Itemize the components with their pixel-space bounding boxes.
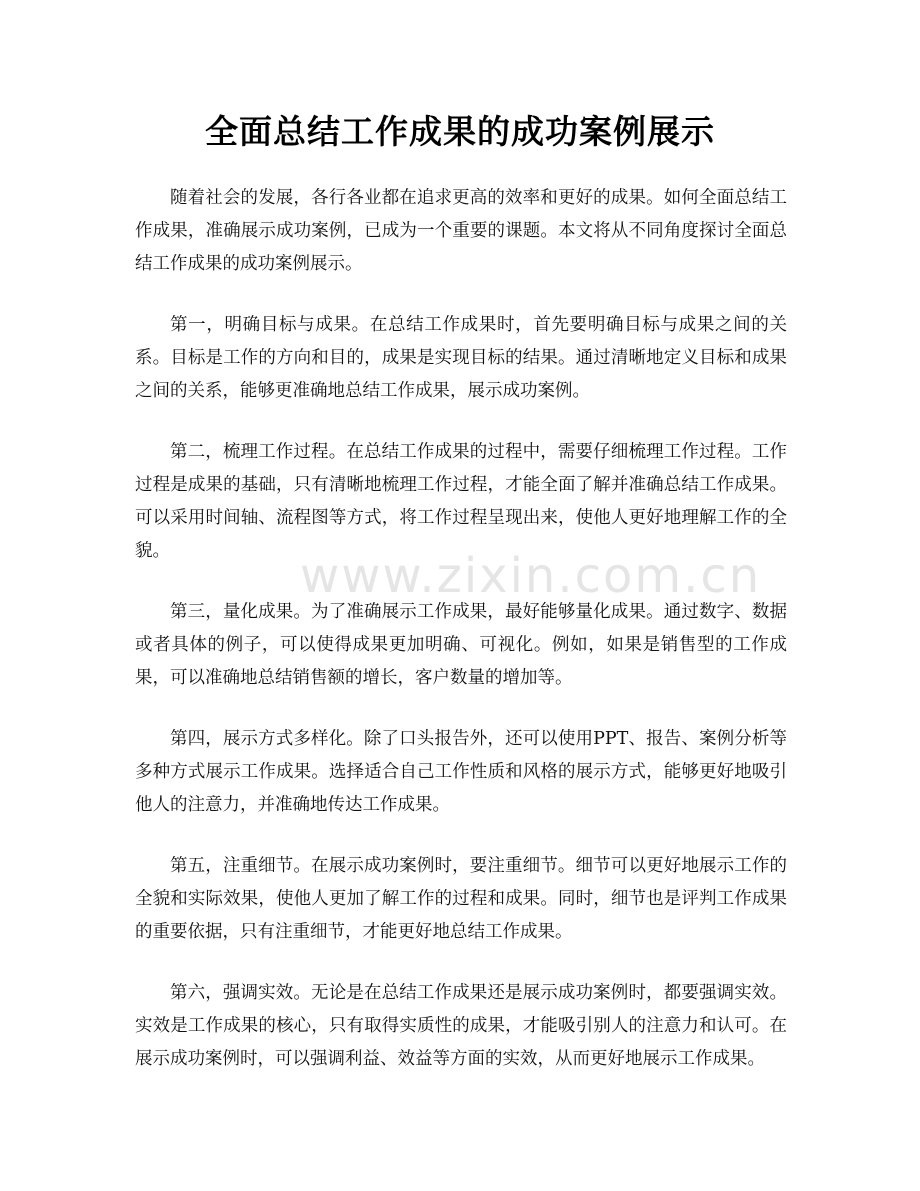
paragraph-1: 第一，明确目标与成果。在总结工作成果时，首先要明确目标与成果之间的关系。目标是工作的方向和目的，成果是实现目标的结果。通过清晰地定义目标和成果之间的关系，能够更准确地总结工作成果，展示成功案例。 [135,315,787,401]
document-title: 全面总结工作成果的成功案例展示 [205,112,715,151]
document-body [135,182,787,1104]
paragraph-6: 第六，强调实效。无论是在总结工作成果还是展示成功案例时，都要强调实效。实效是工作成果的核心，只有取得实质性的成果，才能吸引别人的注意力和认可。在展示成功案例时，可以强调利益、效益等方面的实效，从而更好地展示工作成果。 [135,983,787,1069]
paragraph-3: 第三，量化成果。为了准确展示工作成果，最好能够量化成果。通过数字、数据或者具体的例子，可以使得成果更加明确、可视化。例如，如果是销售型的工作成果，可以准确地总结销售额的增长，客户数量的增加等。 [135,602,787,688]
paragraph-2: 第二，梳理工作过程。在总结工作成果的过程中，需要仔细梳理工作过程。工作过程是成果的基础，只有清晰地梳理工作过程，才能全面了解并准确总结工作成果。可以采用时间轴、流程图等方式，将工作过程呈现出来，使他人更好地理解工作的全貌。 [135,442,787,561]
watermark: www.zixin.com.cn [300,548,762,604]
paragraph-5: 第五，注重细节。在展示成功案例时，要注重细节。细节可以更好地展示工作的全貌和实际效果，使他人更加了解工作的过程和成果。同时，细节也是评判工作成果的重要依据，只有注重细节，才能更好地总结工作成果。 [135,856,787,942]
paragraph-4: 第四，展示方式多样化。除了口头报告外，还可以使用PPT、报告、案例分析等多种方式展示工作成果。选择适合自己工作性质和风格的展示方式，能够更好地吸引他人的注意力，并准确地传达工作成果。 [135,729,787,815]
paragraph-intro: 随着社会的发展，各行各业都在追求更高的效率和更好的成果。如何全面总结工作成果，准确展示成功案例，已成为一个重要的课题。本文将从不同角度探讨全面总结工作成果的成功案例展示。 [135,188,787,274]
